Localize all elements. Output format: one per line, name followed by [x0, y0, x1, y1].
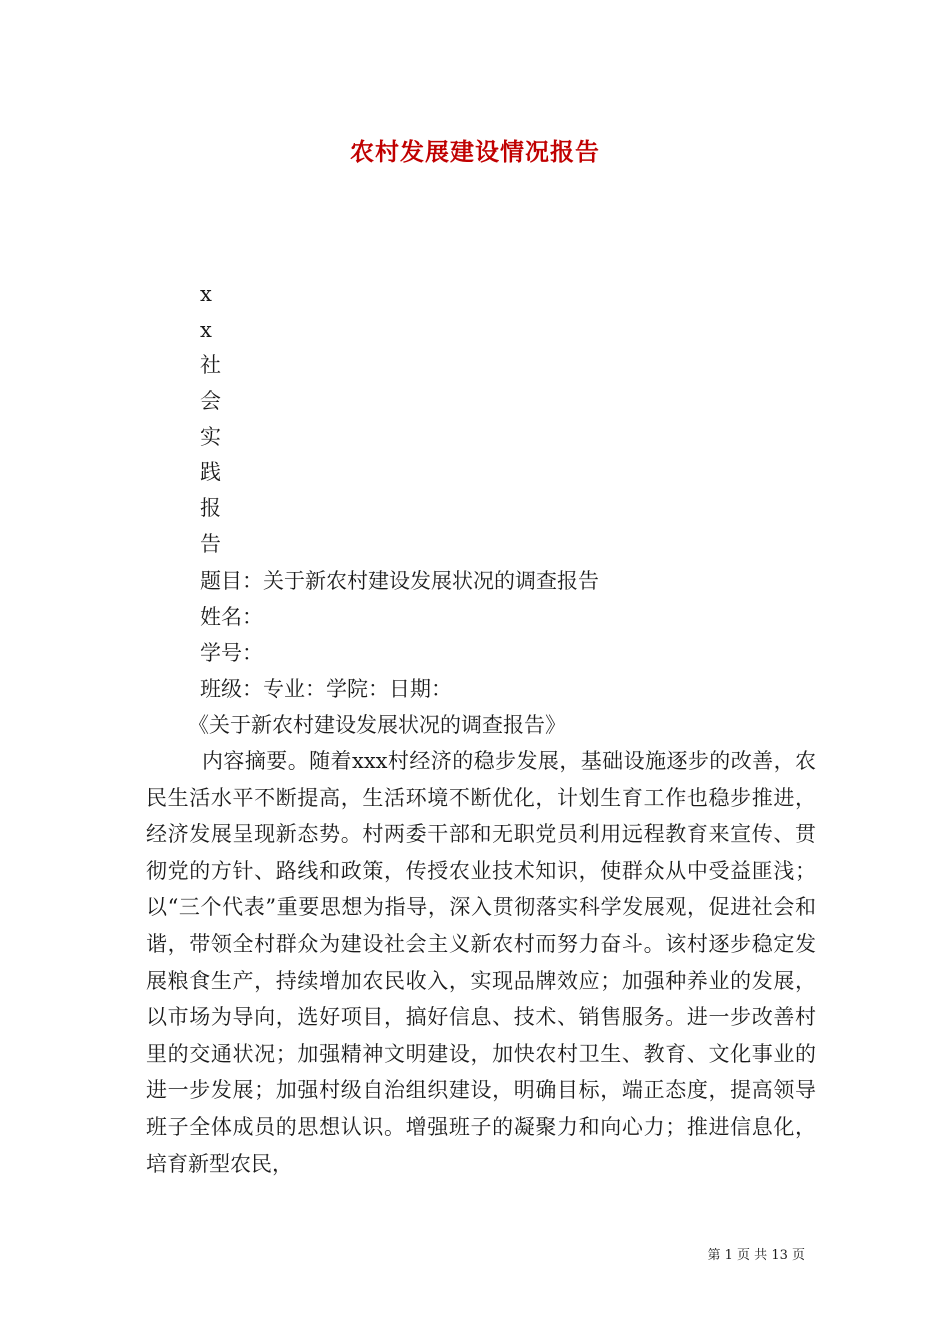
meta-student-id: 学号： — [200, 641, 263, 665]
vertical-char: 会 — [200, 389, 221, 414]
vertical-char: x — [200, 317, 212, 342]
meta-name: 姓名： — [200, 605, 263, 629]
report-meta — [200, 563, 599, 707]
vertical-heading — [200, 277, 221, 563]
vertical-char: 社 — [200, 353, 221, 378]
page-number: 第 1 页 共 13 页 — [707, 1248, 805, 1263]
vertical-char: 实 — [200, 424, 221, 449]
vertical-char: 报 — [200, 496, 221, 521]
abstract-paragraph: 内容摘要。随着xxx村经济的稳步发展，基础设施逐步的改善，农民生活水平不断提高，生活环境不断优化，计划生育工作也稳步推进，经济发展呈现新态势。村两委干部和无职党员利用远程教育来宣传、贯彻党的方针、路线和政策，传授农业技术知识，使群众从中受益匪浅；以“三个代表”重要思想为指导，深入贯彻落实科学发展观，促进社会和谐，带领全村群众为建设社会主义新农村而努力奋斗。该村逐步稳定发展粮食生产，持续增加农民收入，实现品牌效应；加强种养业的发展，以市场为导向，选好项目，搞好信息、技术、销售服务。进一步改善村里的交通状况；加强精神文明建设，加快农村卫生、教育、文化事业的进一步发展；加强村级自治组织建设，明确目标，端正态度，提高领导班子全体成员的思想认识。增强班子的凝聚力和向心力；推进信息化，培育新型农民， — [146, 749, 816, 1176]
vertical-char: 告 — [200, 531, 221, 556]
meta-topic: 题目：关于新农村建设发展状况的调查报告 — [200, 569, 599, 593]
vertical-char: 践 — [200, 460, 221, 485]
meta-class-info: 班级：专业：学院：日期： — [200, 677, 452, 701]
document-title: 农村发展建设情况报告 — [350, 137, 600, 166]
report-subtitle: 《关于新农村建设发展状况的调查报告》 — [188, 713, 566, 737]
vertical-char: x — [200, 282, 212, 306]
